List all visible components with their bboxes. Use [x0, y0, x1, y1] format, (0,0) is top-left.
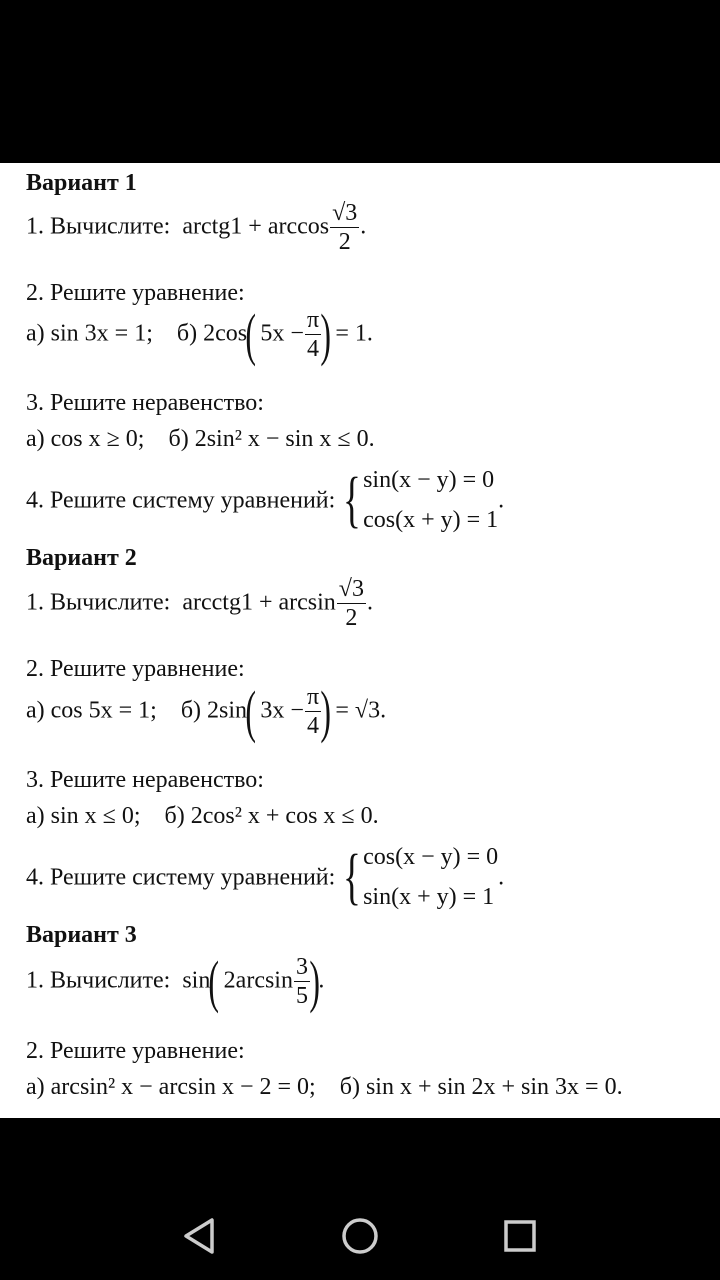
v1-question-1: 1. Вычислите: arctg1 + arccos $\frac{√3}{2}$ . — [26, 200, 367, 256]
worksheet-page — [0, 163, 720, 1118]
variant-2-title: Вариант 2 — [26, 545, 137, 571]
v2-question-4: 4. Решите систему уравнений: { cos(x − y) = 0 sin(x + y) = 1 . — [26, 842, 505, 911]
variant-1-title: Вариант 1 — [26, 170, 137, 196]
back-triangle-icon — [172, 1208, 228, 1264]
v1-question-2: 2. Решите уравнение: — [26, 280, 245, 306]
v2-question-3: 3. Решите неравенство: — [26, 767, 264, 793]
recents-button[interactable] — [492, 1208, 548, 1264]
v1-question-3-parts: а) cos x ≥ 0; б) 2sin² x − sin x ≤ 0. — [26, 426, 375, 452]
recents-square-icon — [492, 1208, 548, 1264]
home-button[interactable] — [332, 1208, 388, 1264]
home-circle-icon — [332, 1208, 388, 1264]
v3-question-2: 2. Решите уравнение: — [26, 1038, 245, 1064]
v2-question-3-parts: а) sin x ≤ 0; б) 2cos² x + cos x ≤ 0. — [26, 803, 379, 829]
v1-q1-fraction: $\frac{√3}{2}$ — [332, 200, 358, 256]
variant-3-title: Вариант 3 — [26, 922, 137, 948]
v1-question-4: 4. Решите систему уравнений: { sin(x − y) = 0 cos(x + y) = 1 . — [26, 465, 505, 534]
v1-question-2-parts: а) sin 3x = 1; б) 2cos( 5x − $\frac{\pi}{4}$ ) = 1. — [26, 302, 373, 368]
v1-question-3: 3. Решите неравенство: — [26, 390, 264, 416]
v2-question-1: 1. Вычислите: arcctg1 + arcsin $\frac{√3}{2}$ . — [26, 576, 373, 632]
navigation-bar — [0, 1188, 720, 1280]
v3-question-1: 1. Вычислите: sin( 2arcsin $\frac{3}{5}$ ). — [26, 949, 325, 1015]
v3-question-2-parts: а) arcsin² x − arcsin x − 2 = 0; б) sin x + sin 2x + sin 3x = 0. — [26, 1074, 623, 1100]
back-button[interactable] — [172, 1208, 228, 1264]
v2-question-2-parts: а) cos 5x = 1; б) 2sin( 3x − $\frac{\pi}{4}$ ) = √3. — [26, 679, 387, 745]
v2-question-2: 2. Решите уравнение: — [26, 656, 245, 682]
